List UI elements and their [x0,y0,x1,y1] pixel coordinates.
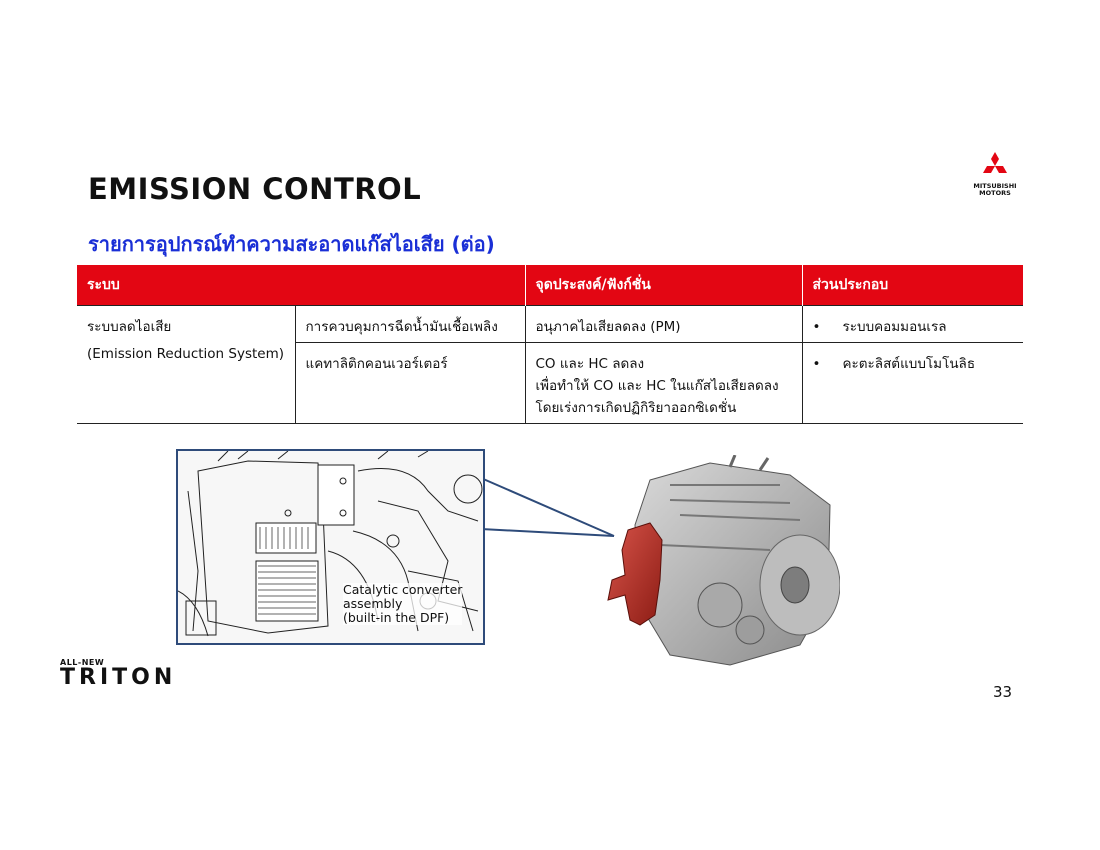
brand-all-new: ALL-NEW [60,658,105,667]
purpose-line: อนุภาคไอเสียลดลง (PM) [535,319,681,335]
triton-brand [60,658,176,689]
system-name-th: ระบบลดไอเสีย [87,319,172,335]
bullet: • [812,356,821,372]
component-text: คะตะลิสต์แบบโมโนลิธ [842,356,976,372]
system-name-en: (Emission Reduction System) [87,346,285,362]
header-purpose: จุดประสงค์/ฟังก์ชั่น [525,265,802,306]
label-line: (built-in the DPF) [343,610,450,625]
catalytic-converter-label [343,583,462,625]
purpose-line: โดยเร่งการเกิดปฏิกิริยาออกซิเดชั่น [535,400,737,416]
page-title: EMISSION CONTROL [88,172,422,206]
label-line: Catalytic converter [343,582,463,597]
purpose-line: CO และ HC ลดลง [535,356,645,372]
purpose-line: เพื่อทำให้ CO และ HC ในแก๊สไอเสียลดลง [535,378,779,394]
logo-text-mitsubishi: MITSUBISHI [973,182,1017,190]
subsystem-cell: แคทาลิติกคอนเวอร์เตอร์ [295,343,525,424]
subsystem-cell: การควบคุมการฉีดน้ำมันเชื้อเพลิง [295,306,525,343]
page-subtitle: รายการอุปกรณ์ทำความสะอาดแก๊สไอเสีย (ต่อ) [88,232,495,256]
logo-text-motors: MOTORS [979,189,1011,197]
component-text: ระบบคอมมอนเรล [842,319,947,335]
bullet: • [812,319,821,335]
header-system: ระบบ [77,265,525,306]
inset-diagram [176,449,485,645]
brand-triton: TRITON [60,665,177,690]
page-number: 33 [993,683,1013,701]
header-component: ส่วนประกอบ [802,265,1023,306]
label-line: assembly [343,596,403,611]
engine-3d-image [600,455,840,670]
